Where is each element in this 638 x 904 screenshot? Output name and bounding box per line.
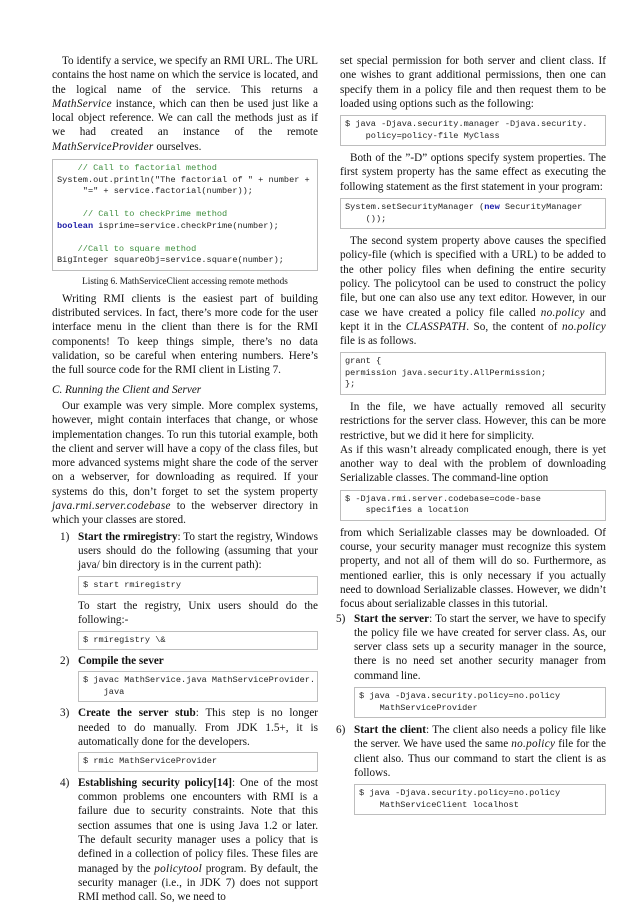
unix-instruction: To start the registry, Unix users should do the following:-	[78, 600, 318, 627]
code-comment: //Call to square method	[57, 243, 197, 254]
code-start-server: $ java -Djava.security.policy=no.policy MathServiceProvider	[354, 687, 606, 718]
text-run: instance, which can then be used just like a local object reference. We can call the methods just as if we had created an instance of the remote	[52, 97, 318, 139]
code-keyword: boolean	[57, 220, 94, 231]
paragraph-serializable: As if this wasn’t already complicated enough, there is yet another way to deal with the problem of downloading Serializable classes. The command-line option	[340, 443, 606, 485]
code-rmic: $ rmic MathServiceProvider	[78, 752, 318, 772]
code-unix-rmiregistry: $ rmiregistry \&	[78, 631, 318, 651]
list-number: 3)	[60, 707, 70, 720]
list-item-6	[328, 723, 606, 815]
code-start-client: $ java -Djava.security.policy=no.policy MathServiceClient localhost	[354, 784, 606, 815]
right-column	[336, 54, 606, 820]
list-item-text	[78, 654, 318, 668]
math-no-policy: no.policy	[511, 738, 556, 751]
math-codebase: java.rmi.server.codebase	[52, 500, 171, 513]
left-column	[52, 54, 318, 904]
list-item-4	[52, 776, 318, 904]
code-start-rmiregistry: $ start rmiregistry	[78, 576, 318, 596]
list-number: 6)	[336, 724, 346, 736]
list-item-text	[354, 723, 606, 780]
code-comment: // Call to checkPrime method	[57, 209, 228, 220]
text-run: : To start the server, we have to specify the policy file we have created for server class. As, our server class sets up a security manager in the source, there is no need set another security manager from command line.	[354, 612, 606, 682]
text-run: program. By default, the security manager (i.e., in JDK 7) does not support RMI method call. So, we need to	[78, 862, 318, 904]
list-number: 1)	[60, 530, 70, 543]
code-keyword: new	[484, 202, 500, 213]
paragraph-second-property	[340, 234, 606, 348]
text-run: file for the client also. Thus our command to start the client is as follows.	[354, 738, 606, 779]
list-number: 2)	[60, 655, 70, 668]
text-run: : One of the most common problems one encounters with RMI is a failure due to security constraints. Note that this section assumes that one is using Java 1.2 or later. The default security manager uses a policy that is defined in a collection of policy files. These files are managed by the	[78, 776, 318, 875]
list-number: 4)	[60, 776, 70, 789]
code-line: "=" + service.factorial(number));	[57, 186, 253, 197]
code-set-security-manager	[340, 198, 606, 229]
list-item-text	[78, 530, 318, 573]
code-line: System.setSecurityManager (	[345, 202, 485, 213]
code-listing-6	[52, 159, 318, 271]
paragraph-rmi-url	[52, 54, 318, 154]
text-run: : This step is no longer needed to do manually. From JDK 1.5+, it is automatically done for the developers.	[78, 707, 319, 748]
list-item-2	[52, 654, 318, 702]
code-codebase-option: $ -Djava.rmi.server.codebase=code-base specifies a location	[340, 490, 606, 521]
list-item-3	[52, 706, 318, 771]
text-run: Our example was very simple. More complex systems, however, might contain interfaces that change, or whose implementation changes. To run this tutorial example, both the client and server will have a copy of the class files, but more advanced systems might share the code of the server on a webserver, for downloading as required. If your systems do this, don’t forget to set the system property	[52, 399, 318, 498]
math-mathservice: MathService	[52, 97, 112, 110]
text-run: : The client also needs a policy file like the server. We have used the same	[354, 724, 606, 751]
list-item-text	[78, 776, 318, 904]
paragraph-running	[52, 399, 318, 528]
code-line: SecurityManager ());	[365, 202, 583, 224]
list-item-text	[354, 612, 606, 683]
code-java-security-manager: $ java -Djava.security.manager -Djava.security. policy=policy-file MyClass	[340, 115, 606, 146]
text-run: ourselves.	[153, 140, 202, 153]
paragraph-d-options: Both of the ”-D” options specify system properties. The first system property has the same effect as executing the following statement as the first statement in your program:	[340, 152, 606, 193]
list-item-1	[52, 530, 318, 650]
list-item-5	[328, 612, 606, 718]
list-item-title: Start the client	[354, 724, 426, 736]
math-no-policy: no.policy	[561, 320, 606, 333]
list-item-title: Compile the sever	[78, 655, 164, 668]
list-item-text	[78, 706, 318, 749]
text-run: : To start the registry, Windows users should do the following (assuming that your java/ bin directory is in the current path):	[78, 530, 318, 572]
paragraph-download: from which Serializable classes may be downloaded. Of course, your security manager must recognize this system property, and not all of them will do so. Furthermore, as mentioned earlier, this is only necessary if you actually need to download Serializable classes. However, we didn’t focus about serializable classes in this tutorial.	[340, 526, 606, 611]
text-run: . So, the content of	[466, 320, 562, 333]
text-run: To identify a service, we specify an RMI URL. The URL contains the host name on which the service is located, and the logical name of the service. This returns a	[52, 55, 318, 96]
text-run: to the webserver directory in which your classes are stored.	[52, 500, 318, 527]
list-item-title: Start the server	[354, 612, 430, 625]
code-javac: $ javac MathService.java MathServiceProvider. java	[78, 671, 318, 702]
code-line: isprime=service.checkPrime(number);	[93, 220, 279, 231]
list-item-title: Establishing security policy[14]	[78, 776, 232, 789]
code-line: BigInteger squareObj=service.square(number);	[57, 255, 284, 266]
math-mathserviceprovider: MathServiceProvider	[52, 140, 154, 153]
code-grant-policy: grant { permission java.security.AllPermission; };	[340, 352, 606, 395]
math-classpath: CLASSPATH	[405, 320, 467, 333]
paragraph-removed-restrictions: In the file, we have actually removed all security restrictions for the server class. However, this can be more restrictive, but we did it here for simplicity.	[340, 400, 606, 442]
math-policytool: policytool	[154, 862, 203, 875]
list-item-title: Create the server stub	[78, 707, 196, 720]
math-no-policy: no.policy	[540, 306, 585, 319]
code-line: System.out.println("The factorial of " + number +	[57, 174, 310, 185]
paragraph-special-permission: set special permission for both server and client class. If one wishes to grant additional permissions, then one can specify them in a policy file and then request them to be loaded using options such as the following:	[340, 55, 606, 110]
text-run: file is as follows.	[340, 335, 417, 348]
code-comment: // Call to factorial method	[57, 163, 217, 174]
list-item-title: Start the rmiregistry	[78, 530, 178, 543]
text-run: and kept it in the	[340, 306, 606, 333]
text-run: The second system property above causes the specified policy-file (which is specified with a URL) to be added to the other policy files when defining the entire security policy. The policytool can be used to construct the policy file, but one can also use any text editor. However, in our case we have created a policy file called	[340, 235, 606, 319]
section-heading: C. Running the Client and Server	[52, 383, 202, 396]
list-number: 5)	[336, 612, 346, 625]
listing-caption: Listing 6. MathServiceClient accessing remote methods	[82, 275, 288, 286]
paragraph-rmi-clients: Writing RMI clients is the easiest part of building distributed services. In fact, there’s more code for the user interface menu in the client than there is for the RMI components! To keep things simple, there’s no data validation, so be careful when entering numbers. Here’s the full source code for the RMI client in Listing 7.	[52, 292, 318, 377]
